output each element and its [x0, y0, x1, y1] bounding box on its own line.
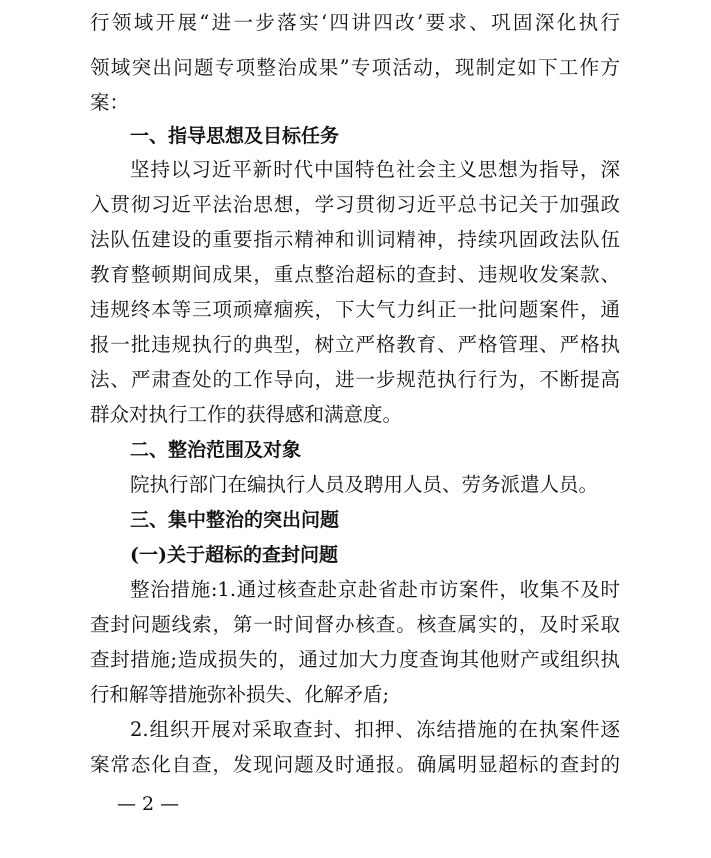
body-line: 入贯彻习近平法治思想，学习贯彻习近平总书记关于加强政: [90, 193, 620, 216]
section-heading-3: 三、集中整治的突出问题: [130, 509, 340, 531]
body-line: 违规终本等三项顽瘴痼疾，下大气力纠正一批问题案件，通: [90, 298, 620, 321]
body-line: 案：: [90, 91, 130, 114]
section-heading-2: 二、整治范围及对象: [130, 439, 302, 461]
body-line: 领域突出问题专项整治成果”专项活动，现制定如下工作方: [90, 56, 620, 79]
body-line: 查封措施;造成损失的，通过加大力度查询其他财产或组织执: [90, 648, 620, 671]
body-line: 法、严肃查处的工作导向，进一步规范执行行为，不断提高: [90, 368, 620, 391]
page-number: — 2 —: [117, 793, 180, 815]
body-line: 案常态化自查，发现问题及时通报。确属明显超标的查封的: [90, 753, 620, 776]
body-line: 教育整顿期间成果，重点整治超标的查封、违规收发案款、: [90, 263, 620, 286]
body-line: 整治措施:1.通过核查赴京赴省赴市访案件，收集不及时: [130, 578, 620, 601]
body-line: 群众对执行工作的获得感和满意度。: [90, 403, 403, 426]
body-line: 坚持以习近平新时代中国特色社会主义思想为指导，深: [130, 158, 620, 181]
section-heading-1: 一、指导思想及目标任务: [130, 125, 340, 147]
body-line: 行和解等措施弥补损失、化解矛盾;: [90, 683, 390, 706]
body-line: 法队伍建设的重要指示精神和训词精神，持续巩固政法队伍: [90, 228, 620, 251]
body-line: 2.组织开展对采取查封、扣押、冻结措施的在执案件逐: [130, 718, 620, 741]
subsection-heading-1: (一)关于超标的查封问题: [130, 544, 338, 566]
body-line: 院执行部门在编执行人员及聘用人员、劳务派遣人员。: [130, 473, 599, 496]
body-line: 报一批违规执行的典型，树立严格教育、严格管理、严格执: [90, 333, 620, 356]
body-line: 查封问题线索，第一时间督办核查。核查属实的，及时采取: [90, 613, 620, 636]
body-line: 行领域开展“进一步落实‘四讲四改’要求、巩固深化执行: [90, 11, 620, 34]
